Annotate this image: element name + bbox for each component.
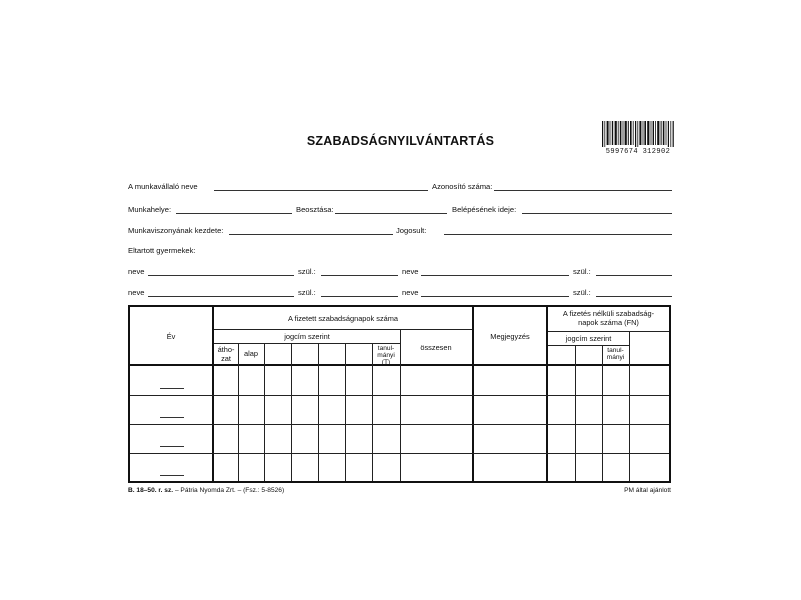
- col-line: [238, 343, 239, 481]
- paid-days-header: A fizetett szabadságnapok száma: [287, 314, 399, 323]
- col-line: [602, 345, 603, 481]
- child2-born-line[interactable]: [596, 275, 672, 276]
- child4-name-line[interactable]: [421, 296, 569, 297]
- form-title: SZABADSÁGNYILVÁNTARTÁS: [306, 134, 495, 148]
- footer-info: [128, 487, 284, 494]
- child4-born-line[interactable]: [596, 296, 672, 297]
- col-line: [345, 343, 346, 481]
- id-number-line[interactable]: [494, 190, 672, 191]
- col-line: [264, 343, 265, 481]
- child4-name-label: neve: [402, 288, 419, 297]
- employee-name-line[interactable]: [214, 190, 428, 191]
- child1-name-label: neve: [128, 267, 145, 276]
- child1-name-line[interactable]: [148, 275, 294, 276]
- study-header: tanul- mányi (T): [377, 345, 395, 367]
- employment-start-line[interactable]: [229, 234, 393, 235]
- workplace-line[interactable]: [176, 213, 292, 214]
- legal-basis-header: jogcím szerint: [284, 332, 330, 341]
- col-line: [291, 343, 292, 481]
- year-entry-line[interactable]: [160, 446, 184, 447]
- child4-born-label: szül.:: [573, 288, 591, 297]
- study-2-header: tanul- mányi: [606, 347, 625, 362]
- barcode: [602, 121, 674, 147]
- child3-name-line[interactable]: [148, 296, 294, 297]
- year-entry-line[interactable]: [160, 475, 184, 476]
- children-label: Eltartott gyermekek:: [128, 246, 196, 255]
- child3-born-line[interactable]: [321, 296, 398, 297]
- child2-name-line[interactable]: [421, 275, 569, 276]
- id-number-label: Azonosító száma:: [432, 182, 493, 191]
- child3-name-label: neve: [128, 288, 145, 297]
- unpaid-header-line: [548, 331, 669, 332]
- position-label: Beosztása:: [296, 205, 334, 214]
- remark-col-divider: [546, 307, 548, 481]
- remark-header: Megjegyzés: [490, 332, 530, 341]
- leave-table: [128, 305, 671, 483]
- base-header: alap: [244, 349, 258, 358]
- child1-born-label: szül.:: [298, 267, 316, 276]
- entry-date-line[interactable]: [522, 213, 672, 214]
- col-line: [629, 331, 630, 481]
- recommended-note: PM által ajánlott: [624, 487, 671, 494]
- workplace-label: Munkahelye:: [128, 205, 172, 214]
- publisher: – Pátria Nyomda Zrt. – (Fsz.: 5-8526): [174, 487, 285, 494]
- child2-name-label: neve: [402, 267, 419, 276]
- legal-basis-2-header: jogcím szerint: [565, 334, 612, 343]
- child1-born-line[interactable]: [321, 275, 398, 276]
- legal-basis-2-line: [548, 345, 629, 346]
- entitled-line[interactable]: [444, 234, 672, 235]
- entitled-label: Jogosult:: [396, 226, 427, 235]
- child3-born-label: szül.:: [298, 288, 316, 297]
- form-code: B. 18–50. r. sz.: [128, 487, 174, 494]
- col-line: [318, 343, 319, 481]
- unpaid-days-header: A fizetés nélküli szabadság- napok száma (FN): [562, 309, 655, 327]
- year-entry-line[interactable]: [160, 417, 184, 418]
- child2-born-label: szül.:: [573, 267, 591, 276]
- paid-header-line: [214, 329, 472, 330]
- col-line: [575, 345, 576, 481]
- employee-name-label: A munkavállaló neve: [128, 182, 198, 191]
- entry-date-label: Belépésének ideje:: [452, 205, 517, 214]
- carried-over-header: átho- zat: [217, 345, 235, 363]
- employment-start-label: Munkaviszonyának kezdete:: [128, 226, 224, 235]
- year-entry-line[interactable]: [160, 388, 184, 389]
- total-header: összesen: [420, 343, 452, 352]
- position-line[interactable]: [335, 213, 447, 214]
- barcode-number: 5997674 312902: [605, 148, 671, 156]
- year-header: Év: [166, 332, 176, 341]
